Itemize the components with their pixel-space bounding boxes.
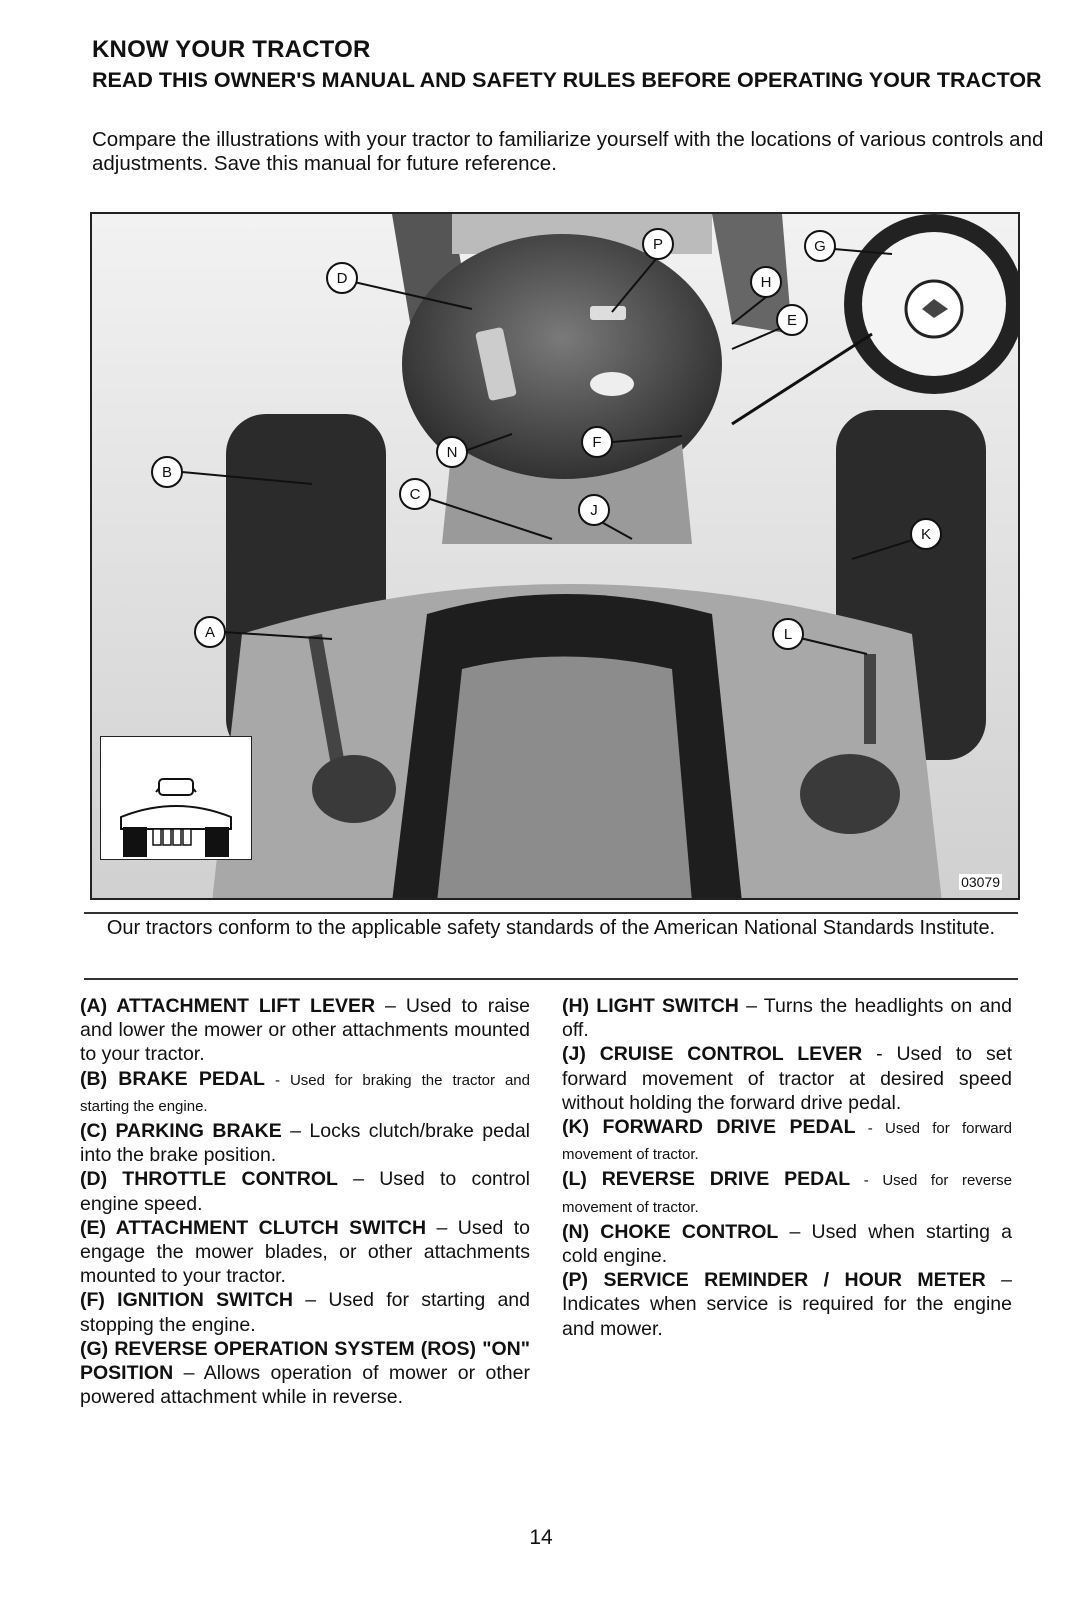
control-entry-g [80, 1337, 530, 1410]
control-label: (J) CRUISE CONTROL LEVER [562, 1043, 863, 1066]
control-desc: - Used for forward movement of tractor. [562, 1120, 1012, 1164]
control-label: (C) PARKING BRAKE [80, 1120, 282, 1143]
control-desc: – Used to engage the mower blades, or other attachments mounted to your tractor. [80, 1216, 530, 1288]
callout-label-k: K [920, 526, 932, 543]
control-entry-p [562, 1268, 1012, 1341]
callout-label-e: E [786, 312, 798, 329]
control-desc: – Allows operation of mower or other powered attachment while in reverse. [80, 1362, 530, 1409]
control-entry-h [562, 994, 1012, 1042]
control-entry-b [80, 1067, 530, 1119]
callout-label-p: P [652, 236, 664, 253]
control-entry-f [80, 1288, 530, 1336]
page-number: 14 [529, 1526, 553, 1549]
control-entry-a [80, 994, 530, 1067]
control-label: (B) BRAKE PEDAL [80, 1067, 265, 1090]
tractor-rear-icon [101, 737, 251, 859]
callout-label-j: J [590, 502, 598, 519]
control-desc: – Locks clutch/brake pedal into the brake position. [80, 1120, 531, 1167]
control-desc: – Turns the headlights on and off. [562, 995, 1012, 1042]
control-entry-d [80, 1167, 530, 1215]
divider-top [84, 912, 1018, 914]
control-label: (D) THROTTLE CONTROL [80, 1168, 338, 1191]
controls-list-right [562, 994, 1012, 1341]
control-label: (L) REVERSE DRIVE PEDAL [562, 1168, 851, 1191]
callout-label-d: D [336, 270, 348, 287]
callout-label-b: B [161, 464, 173, 481]
control-desc: – Used when starting a cold engine. [562, 1220, 1012, 1268]
figure-code: 03079 [961, 874, 1000, 890]
control-label: (F) IGNITION SWITCH [80, 1289, 294, 1312]
control-label: (P) SERVICE REMINDER / HOUR METER [562, 1269, 986, 1292]
control-desc: - Used for reverse movement of tractor. [562, 1172, 1012, 1216]
control-entry-l [562, 1167, 1012, 1219]
control-desc: – Used to raise and lower the mower or other attachments mounted to your tractor. [80, 995, 530, 1066]
control-label: (K) FORWARD DRIVE PEDAL [562, 1116, 856, 1139]
control-entry-n [562, 1220, 1012, 1268]
divider-bottom [84, 978, 1018, 980]
control-desc: - Used to set forward movement of tractor at desired speed without holding the forward drive pedal. [562, 1043, 1012, 1114]
controls-list-left [80, 994, 530, 1409]
control-desc: – Used for starting and stopping the engine. [80, 1289, 530, 1336]
control-desc: - Used for braking the tractor and starting the engine. [80, 1071, 530, 1115]
callout-label-a: A [204, 624, 216, 641]
callout-label-c: C [409, 486, 421, 503]
control-entry-j [562, 1042, 1012, 1115]
control-entry-c [80, 1119, 530, 1167]
control-label: (E) ATTACHMENT CLUTCH SWITCH [80, 1216, 427, 1239]
control-entry-k [562, 1115, 1012, 1167]
intro-paragraph: Compare the illustrations with your tractor to familiarize yourself with the locations of various controls and adjustments. Save this manual for future reference. [92, 128, 1044, 175]
callout-label-n: N [446, 444, 458, 461]
tractor-controls-figure [90, 212, 1020, 900]
control-entry-e [80, 1216, 530, 1289]
control-label: (H) LIGHT SWITCH [562, 995, 739, 1017]
control-desc: – Used to control engine speed. [80, 1168, 530, 1215]
safety-heading: READ THIS OWNER'S MANUAL AND SAFETY RULES BEFORE OPERATING YOUR TRACTOR [92, 68, 1042, 92]
callout-label-h: H [760, 274, 772, 291]
callout-label-f: F [592, 434, 602, 451]
callout-label-l: L [783, 626, 793, 643]
standards-note: Our tractors conform to the applicable safety standards of the American National Standards Institute. [106, 917, 996, 939]
control-label: (A) ATTACHMENT LIFT LEVER [80, 995, 376, 1017]
control-label: (N) CHOKE CONTROL [562, 1220, 779, 1243]
control-desc: – Indicates when service is required for the engine and mower. [562, 1269, 1012, 1340]
tractor-rear-view-inset [100, 736, 252, 860]
page-title: KNOW YOUR TRACTOR [92, 36, 371, 63]
control-label: (G) REVERSE OPERATION SYSTEM (ROS) "ON" POSITION [80, 1337, 530, 1385]
callout-label-g: G [814, 238, 826, 255]
